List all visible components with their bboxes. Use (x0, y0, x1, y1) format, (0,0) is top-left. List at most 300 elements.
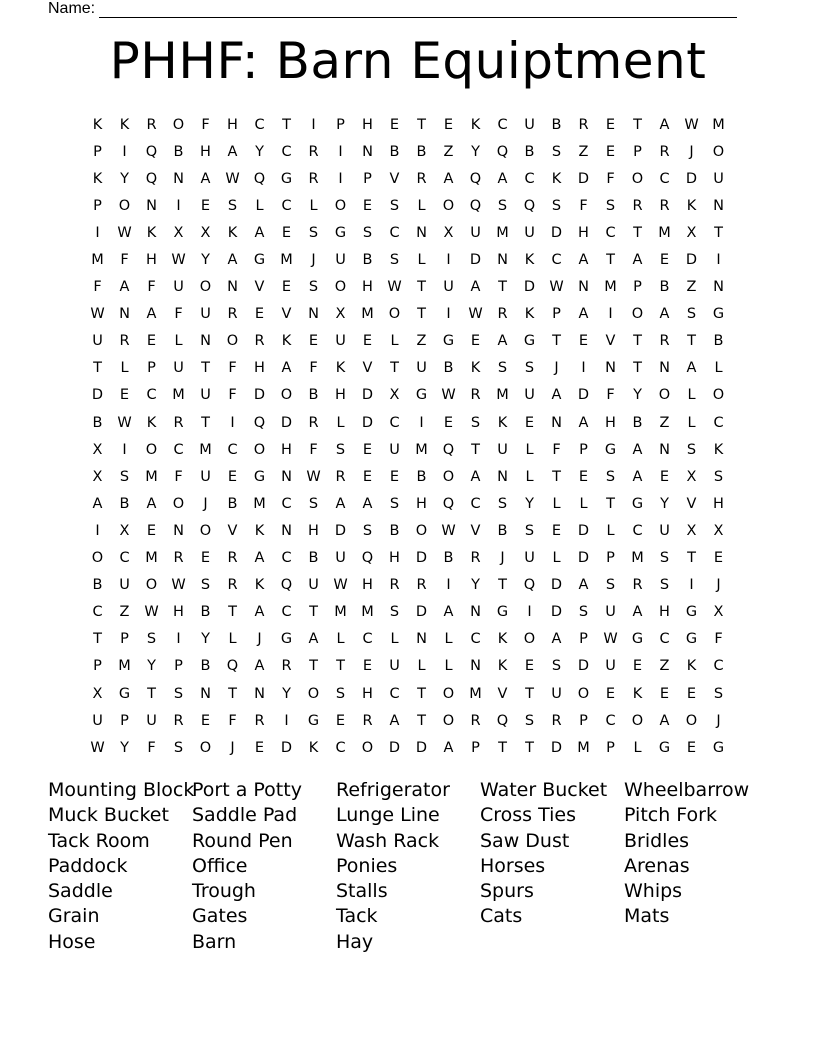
grid-letter: E (605, 116, 616, 133)
grid-letter: A (632, 468, 643, 485)
grid-letter: U (524, 116, 535, 133)
grid-letter: E (200, 197, 211, 214)
grid-letter: T (336, 658, 345, 675)
grid-letter: Y (471, 577, 480, 594)
grid-letter: A (578, 252, 589, 269)
word-list-item: Round Pen (192, 829, 293, 852)
grid-letter: B (416, 143, 427, 160)
grid-letter: D (577, 658, 590, 675)
grid-letter: X (173, 224, 184, 241)
grid-letter: W (225, 170, 240, 187)
grid-letter: O (685, 712, 698, 729)
word-list-item: Horses (480, 854, 546, 877)
grid-letter: D (280, 739, 293, 756)
grid-letter: C (389, 414, 400, 431)
grid-letter: I (446, 577, 451, 594)
grid-letter: I (689, 577, 694, 594)
grid-letter: K (281, 333, 292, 350)
grid-letter: F (93, 279, 102, 296)
grid-letter: R (389, 577, 400, 594)
grid-letter: H (416, 495, 427, 512)
grid-letter: T (525, 685, 534, 702)
grid-letter: Q (496, 143, 509, 160)
grid-letter: I (122, 143, 127, 160)
grid-letter: E (389, 468, 400, 485)
grid-letter: G (685, 604, 698, 621)
grid-letter: S (389, 604, 400, 621)
grid-letter: T (552, 333, 561, 350)
grid-letter: S (146, 631, 157, 648)
grid-letter: G (658, 739, 671, 756)
grid-letter: Y (282, 685, 291, 702)
grid-letter: B (308, 387, 319, 404)
grid-letter: A (686, 360, 697, 377)
grid-letter: S (605, 577, 616, 594)
grid-letter: S (227, 197, 238, 214)
grid-letter: K (686, 197, 697, 214)
grid-letter: R (659, 333, 670, 350)
grid-letter: B (119, 495, 130, 512)
grid-letter: U (146, 712, 157, 729)
grid-letter: M (415, 441, 428, 458)
grid-letter: M (334, 604, 347, 621)
grid-letter: H (173, 604, 184, 621)
grid-letter: V (254, 279, 265, 296)
grid-letter: G (118, 685, 131, 702)
grid-letter: L (336, 631, 345, 648)
grid-letter: D (550, 739, 563, 756)
grid-letter: M (577, 739, 590, 756)
grid-letter: I (95, 522, 100, 539)
grid-letter: T (687, 333, 696, 350)
grid-letter: S (389, 252, 400, 269)
grid-letter: U (335, 252, 346, 269)
word-list-item: Cats (480, 905, 523, 928)
grid-letter: L (552, 550, 561, 567)
grid-letter: A (632, 604, 643, 621)
grid-letter: E (254, 306, 265, 323)
grid-letter: I (284, 712, 289, 729)
grid-letter: M (280, 252, 293, 269)
grid-letter: R (470, 387, 481, 404)
grid-letter: N (119, 306, 130, 323)
grid-letter: E (227, 468, 238, 485)
grid-letter: E (362, 441, 373, 458)
grid-letter: N (200, 685, 211, 702)
grid-letter: O (145, 441, 158, 458)
grid-letter: T (309, 604, 318, 621)
grid-letter: B (416, 468, 427, 485)
grid-letter: R (173, 712, 184, 729)
grid-letter: X (335, 306, 346, 323)
grid-letter: S (659, 577, 670, 594)
grid-letter: X (686, 224, 697, 241)
grid-letter: B (389, 522, 400, 539)
grid-letter: Y (147, 658, 156, 675)
grid-letter: C (470, 631, 481, 648)
grid-letter: O (712, 387, 725, 404)
grid-letter: A (632, 441, 643, 458)
grid-letter: P (93, 143, 102, 160)
grid-letter: K (524, 306, 535, 323)
grid-letter: Y (201, 252, 210, 269)
grid-letter: B (443, 360, 454, 377)
grid-letter: E (524, 414, 535, 431)
grid-letter: R (281, 658, 292, 675)
grid-letter: S (659, 550, 670, 567)
grid-letter: J (716, 577, 721, 594)
grid-letter: O (199, 739, 212, 756)
grid-letter: U (200, 468, 211, 485)
grid-letter: M (145, 468, 158, 485)
grid-letter: O (442, 685, 455, 702)
grid-letter: U (470, 224, 481, 241)
grid-letter: Z (416, 333, 427, 350)
grid-letter: V (362, 360, 373, 377)
grid-letter: F (552, 441, 561, 458)
grid-letter: P (336, 116, 345, 133)
grid-letter: C (335, 739, 346, 756)
grid-letter: Q (226, 658, 239, 675)
grid-letter: A (578, 577, 589, 594)
grid-letter: R (659, 143, 670, 160)
grid-letter: H (335, 387, 346, 404)
grid-letter: N (659, 360, 670, 377)
grid-letter: V (227, 522, 238, 539)
grid-letter: H (362, 577, 373, 594)
grid-letter: U (92, 712, 103, 729)
grid-letter: F (606, 170, 615, 187)
grid-letter: H (200, 143, 211, 160)
grid-letter: G (280, 631, 293, 648)
grid-letter: O (442, 712, 455, 729)
grid-letter: T (228, 604, 237, 621)
word-list-item: Saw Dust (480, 829, 570, 852)
grid-letter: A (470, 468, 481, 485)
grid-letter: W (387, 279, 402, 296)
grid-letter: A (146, 306, 157, 323)
grid-letter: G (685, 631, 698, 648)
grid-letter: S (308, 495, 319, 512)
grid-letter: O (199, 279, 212, 296)
grid-letter: P (120, 712, 129, 729)
grid-letter: Q (145, 170, 158, 187)
word-list-item: Saddle (48, 880, 113, 903)
grid-letter: N (362, 143, 373, 160)
grid-letter: E (659, 252, 670, 269)
grid-letter: R (308, 143, 319, 160)
grid-letter: Q (523, 577, 536, 594)
grid-letter: S (497, 495, 508, 512)
grid-letter: N (281, 468, 292, 485)
grid-letter: L (552, 495, 561, 512)
grid-letter: D (577, 170, 590, 187)
word-list-item: Saddle Pad (192, 804, 298, 827)
grid-letter: S (551, 143, 562, 160)
grid-letter: N (146, 197, 157, 214)
grid-letter: D (415, 550, 428, 567)
grid-letter: L (255, 197, 264, 214)
grid-letter: N (416, 631, 427, 648)
grid-letter: N (173, 170, 184, 187)
grid-letter: O (145, 577, 158, 594)
grid-letter: B (362, 252, 373, 269)
grid-letter: U (524, 550, 535, 567)
grid-letter: G (280, 170, 293, 187)
grid-letter: H (659, 604, 670, 621)
grid-letter: W (171, 577, 186, 594)
grid-letter: R (119, 333, 130, 350)
grid-letter: A (578, 306, 589, 323)
grid-letter: U (659, 522, 670, 539)
grid-letter: U (551, 685, 562, 702)
grid-letter: B (497, 522, 508, 539)
grid-letter: G (712, 739, 725, 756)
grid-letter: S (497, 360, 508, 377)
grid-letter: W (171, 252, 186, 269)
grid-letter: E (686, 685, 697, 702)
word-list-item: Bridles (624, 829, 690, 852)
grid-letter: S (524, 522, 535, 539)
grid-letter: U (335, 333, 346, 350)
grid-letter: Y (120, 739, 129, 756)
grid-letter: S (308, 224, 319, 241)
grid-letter: A (443, 739, 454, 756)
grid-letter: J (554, 360, 559, 377)
grid-letter: Q (496, 712, 509, 729)
word-list-item: Pitch Fork (624, 804, 717, 827)
grid-letter: C (713, 414, 724, 431)
grid-letter: T (714, 224, 723, 241)
word-list-item: Stalls (336, 880, 388, 903)
grid-letter: E (308, 333, 319, 350)
grid-letter: W (144, 604, 159, 621)
grid-letter: E (281, 224, 292, 241)
grid-letter: E (362, 468, 373, 485)
grid-letter: F (174, 468, 183, 485)
grid-letter: L (606, 522, 615, 539)
grid-letter: J (500, 550, 505, 567)
grid-letter: J (203, 495, 208, 512)
grid-letter: I (311, 116, 316, 133)
grid-letter: E (254, 739, 265, 756)
grid-letter: M (172, 387, 185, 404)
grid-letter: K (497, 658, 508, 675)
grid-letter: H (362, 116, 373, 133)
grid-letter: O (334, 197, 347, 214)
grid-letter: G (496, 604, 509, 621)
grid-letter: V (686, 495, 697, 512)
grid-letter: T (282, 116, 291, 133)
grid-letter: R (362, 712, 373, 729)
grid-letter: N (605, 360, 616, 377)
grid-letter: C (389, 224, 400, 241)
grid-letter: S (119, 468, 130, 485)
grid-letter: C (92, 604, 103, 621)
grid-letter: B (92, 414, 103, 431)
name-label: Name: (48, 0, 96, 17)
grid-letter: W (441, 387, 456, 404)
grid-letter: M (496, 224, 509, 241)
grid-letter: C (605, 224, 616, 241)
grid-letter: M (118, 658, 131, 675)
grid-letter: C (173, 441, 184, 458)
grid-letter: Y (471, 143, 480, 160)
grid-letter: I (122, 441, 127, 458)
grid-letter: U (416, 360, 427, 377)
grid-letter: S (686, 306, 697, 323)
grid-letter: D (577, 550, 590, 567)
grid-letter: E (146, 333, 157, 350)
grid-letter: O (172, 495, 185, 512)
grid-letter: E (605, 685, 616, 702)
grid-letter: S (524, 360, 535, 377)
grid-letter: U (200, 387, 211, 404)
grid-letter: L (336, 414, 345, 431)
grid-letter: N (470, 658, 481, 675)
grid-letter: K (497, 414, 508, 431)
grid-letter: A (443, 604, 454, 621)
grid-letter: S (335, 685, 346, 702)
grid-letter: R (254, 333, 265, 350)
grid-letter: H (713, 495, 724, 512)
word-list-item: Wash Rack (336, 829, 440, 852)
grid-letter: E (443, 116, 454, 133)
grid-letter: O (361, 739, 374, 756)
grid-letter: G (415, 387, 428, 404)
grid-letter: V (497, 685, 508, 702)
grid-letter: C (497, 116, 508, 133)
grid-letter: Z (659, 658, 670, 675)
word-list-item: Arenas (624, 854, 690, 877)
grid-letter: O (712, 143, 725, 160)
grid-letter: F (228, 387, 237, 404)
grid-letter: I (338, 170, 343, 187)
grid-letter: H (362, 279, 373, 296)
grid-letter: A (200, 170, 211, 187)
grid-letter: V (470, 522, 481, 539)
grid-letter: N (713, 279, 724, 296)
grid-letter: R (335, 468, 346, 485)
grid-letter: A (119, 279, 130, 296)
grid-letter: H (578, 224, 589, 241)
grid-letter: A (92, 495, 103, 512)
grid-letter: K (497, 631, 508, 648)
grid-letter: E (443, 414, 454, 431)
grid-letter: O (577, 685, 590, 702)
grid-letter: A (308, 631, 319, 648)
word-list-item: Tack (336, 905, 378, 928)
grid-letter: P (93, 658, 102, 675)
grid-letter: J (257, 631, 262, 648)
grid-letter: K (470, 116, 481, 133)
grid-letter: Q (523, 197, 536, 214)
grid-letter: X (389, 387, 400, 404)
grid-letter: C (119, 550, 130, 567)
word-list-item: Lunge Line (336, 804, 440, 827)
grid-letter: Q (280, 577, 293, 594)
grid-letter: F (228, 712, 237, 729)
grid-letter: X (686, 522, 697, 539)
grid-letter: S (497, 197, 508, 214)
grid-letter: C (659, 631, 670, 648)
grid-letter: S (470, 414, 481, 431)
grid-letter: R (578, 116, 589, 133)
grid-letter: S (686, 441, 697, 458)
grid-letter: L (309, 197, 318, 214)
grid-letter: L (633, 739, 642, 756)
word-list-item: Refrigerator (336, 779, 450, 801)
grid-letter: O (91, 550, 104, 567)
grid-letter: X (713, 522, 724, 539)
grid-letter: M (469, 685, 482, 702)
grid-letter: U (389, 658, 400, 675)
grid-letter: R (497, 306, 508, 323)
word-list-item: Port a Potty (192, 779, 302, 801)
grid-letter: A (281, 360, 292, 377)
grid-letter: P (633, 279, 642, 296)
grid-letter: T (309, 658, 318, 675)
grid-letter: C (281, 550, 292, 567)
grid-letter: L (444, 658, 453, 675)
grid-letter: E (335, 712, 346, 729)
grid-letter: H (308, 522, 319, 539)
grid-letter: Z (578, 143, 589, 160)
grid-letter: E (200, 712, 211, 729)
grid-letter: F (714, 631, 723, 648)
grid-letter: C (281, 197, 292, 214)
grid-letter: T (633, 116, 642, 133)
grid-letter: D (334, 522, 347, 539)
grid-letter: S (578, 604, 589, 621)
grid-letter: M (361, 306, 374, 323)
grid-letter: E (578, 468, 589, 485)
grid-letter: G (631, 631, 644, 648)
grid-letter: O (631, 306, 644, 323)
grid-letter: N (551, 414, 562, 431)
grid-letter: X (119, 522, 130, 539)
grid-letter: H (389, 550, 400, 567)
grid-letter: M (496, 387, 509, 404)
grid-letter: O (442, 197, 455, 214)
grid-letter: B (92, 577, 103, 594)
grid-letter: U (605, 604, 616, 621)
grid-letter: G (523, 333, 536, 350)
grid-letter: Y (255, 143, 264, 160)
grid-letter: D (415, 739, 428, 756)
word-list-item: Mats (624, 905, 670, 928)
word-list-item: Paddock (48, 854, 128, 877)
grid-letter: E (281, 279, 292, 296)
grid-letter: C (713, 658, 724, 675)
word-list-item: Trough (192, 880, 256, 903)
grid-letter: B (551, 116, 562, 133)
grid-letter: A (227, 252, 238, 269)
word-list-item: Spurs (480, 880, 534, 903)
grid-letter: G (604, 441, 617, 458)
grid-letter: B (524, 143, 535, 160)
grid-letter: K (146, 414, 157, 431)
grid-letter: M (253, 495, 266, 512)
grid-letter: N (173, 522, 184, 539)
grid-letter: T (606, 252, 615, 269)
grid-letter: V (389, 170, 400, 187)
grid-letter: I (581, 360, 586, 377)
grid-letter: O (280, 387, 293, 404)
grid-letter: T (228, 685, 237, 702)
grid-letter: R (659, 197, 670, 214)
grid-letter: T (417, 712, 426, 729)
